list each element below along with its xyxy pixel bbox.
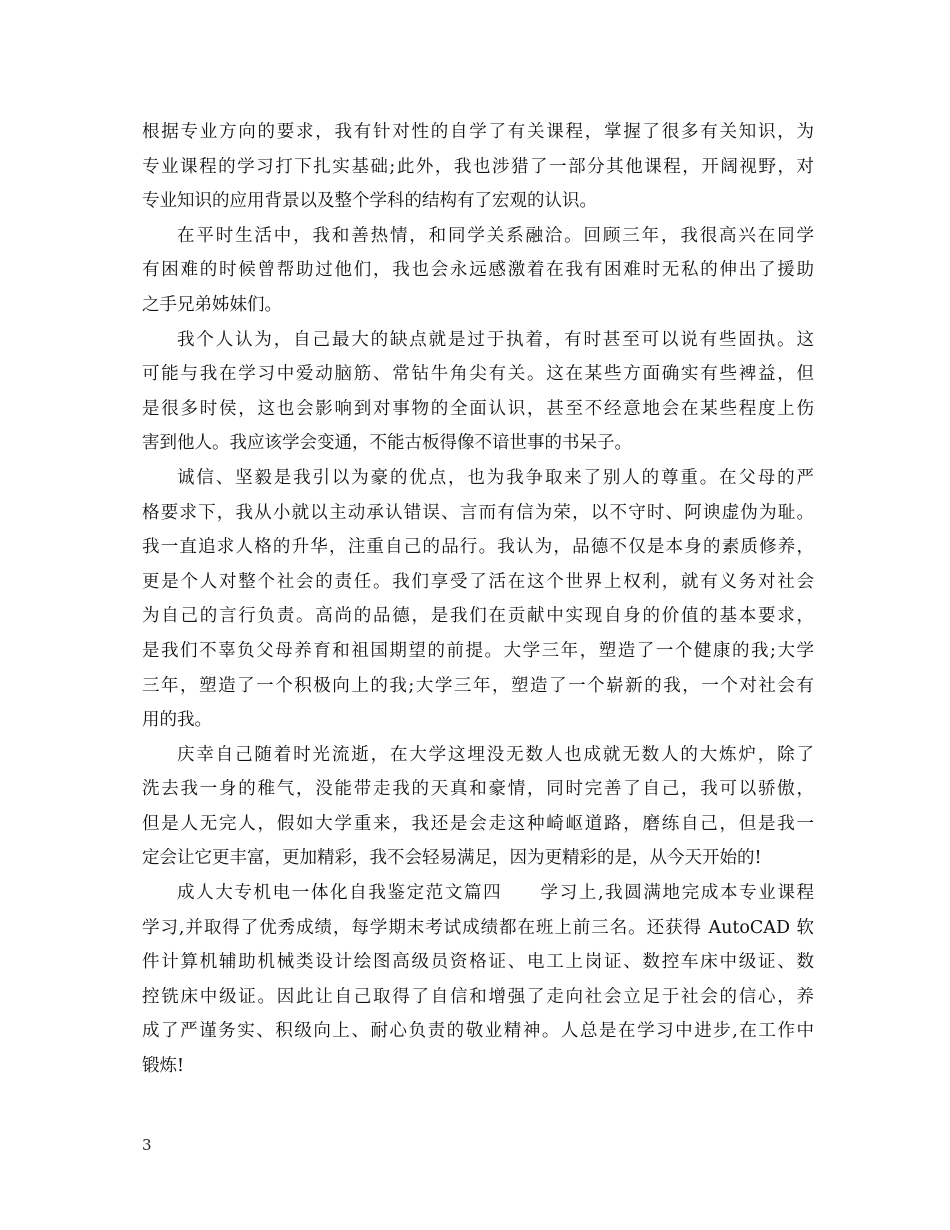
text-line: 学习,并取得了优秀成绩，每学期末考试成绩都在班上前三名。还获得 AutoCAD 软 xyxy=(142,917,814,938)
text-line: 专业知识的应用背景以及整个学科的结构有了宏观的认识。 xyxy=(142,191,597,212)
text-line: 用的我。 xyxy=(142,710,212,731)
text-line: 之手兄弟姊妹们。 xyxy=(142,294,282,315)
text-line: 庆幸自己随着时光流逝，在大学这埋没无数人也成就无数人的大炼炉，除了 xyxy=(177,744,814,765)
text-line: 但是人无完人，假如大学重来，我还是会走这种崎岖道路，磨练自己，但是我一 xyxy=(142,813,814,834)
text-line: 可能与我在学习中爱动脑筋、常钻牛角尖有关。这在某些方面确实有些裨益，但 xyxy=(142,364,814,385)
text-line: 专业课程的学习打下扎实基础;此外，我也涉猎了一部分其他课程，开阔视野，对 xyxy=(142,156,814,177)
text-line: 是很多时侯，这也会影响到对事物的全面认识，甚至不经意地会在某些程度上伤 xyxy=(142,398,814,419)
body-text xyxy=(142,115,814,1084)
text-line: 格要求下，我从小就以主动承认错误、言而有信为荣，以不守时、阿谀虚伪为耻。 xyxy=(142,502,814,523)
text-line: 在平时生活中，我和善热情，和同学关系融洽。回顾三年，我很高兴在同学 xyxy=(177,225,814,246)
text-line: 有困难的时候曾帮助过他们，我也会永远感激着在我有困难时无私的伸出了援助 xyxy=(142,260,814,281)
text-line: 根据专业方向的要求，我有针对性的自学了有关课程，掌握了很多有关知识，为 xyxy=(142,122,814,142)
text-line: 锻炼! xyxy=(142,1056,185,1077)
text-line: 我个人认为，自己最大的缺点就是过于执着，有时甚至可以说有些固执。这 xyxy=(177,329,814,350)
paragraph xyxy=(142,115,814,219)
text-line: 成了严谨务实、积级向上、耐心负责的敬业精神。人总是在学习中进步,在工作中 xyxy=(142,1021,814,1042)
text-line: 件计算机辅助机械类设计绘图高级员资格证、电工上岗证、数控车床中级证、数 xyxy=(142,952,814,973)
text-line: 控铣床中级证。因此让自己取得了自信和增强了走向社会立足于社会的信心，养 xyxy=(142,986,814,1007)
paragraph xyxy=(142,461,814,738)
page-number: 3 xyxy=(142,1136,152,1154)
paragraph xyxy=(142,219,814,323)
paragraph xyxy=(142,876,814,1084)
paragraph xyxy=(142,323,814,461)
text-line: 三年，塑造了一个积极向上的我;大学三年，塑造了一个崭新的我，一个对社会有 xyxy=(142,675,814,696)
text-line: 洗去我一身的稚气，没能带走我的天真和豪情，同时完善了自己，我可以骄傲， xyxy=(142,779,814,800)
text-line: 是我们不辜负父母养育和祖国期望的前提。大学三年，塑造了一个健康的我;大学 xyxy=(142,640,814,661)
text-line: 成人大专机电一体化自我鉴定范文篇四 学习上,我圆满地完成本专业课程 xyxy=(177,883,814,904)
text-line: 为自己的言行负责。高尚的品德，是我们在贡献中实现自身的价值的基本要求， xyxy=(142,606,814,627)
text-line: 诚信、坚毅是我引以为豪的优点，也为我争取来了别人的尊重。在父母的严 xyxy=(177,467,814,488)
paragraph xyxy=(142,738,814,876)
text-line: 害到他人。我应该学会变通，不能古板得像不谙世事的书呆子。 xyxy=(142,433,632,454)
text-line: 我一直追求人格的升华，注重自己的品行。我认为，品德不仅是本身的素质修养， xyxy=(142,537,814,558)
text-line: 定会让它更丰富，更加精彩，我不会轻易满足，因为更精彩的是，从今天开始的! xyxy=(142,848,762,869)
text-line: 更是个人对整个社会的责任。我们享受了活在这个世界上权利，就有义务对社会 xyxy=(142,571,814,592)
